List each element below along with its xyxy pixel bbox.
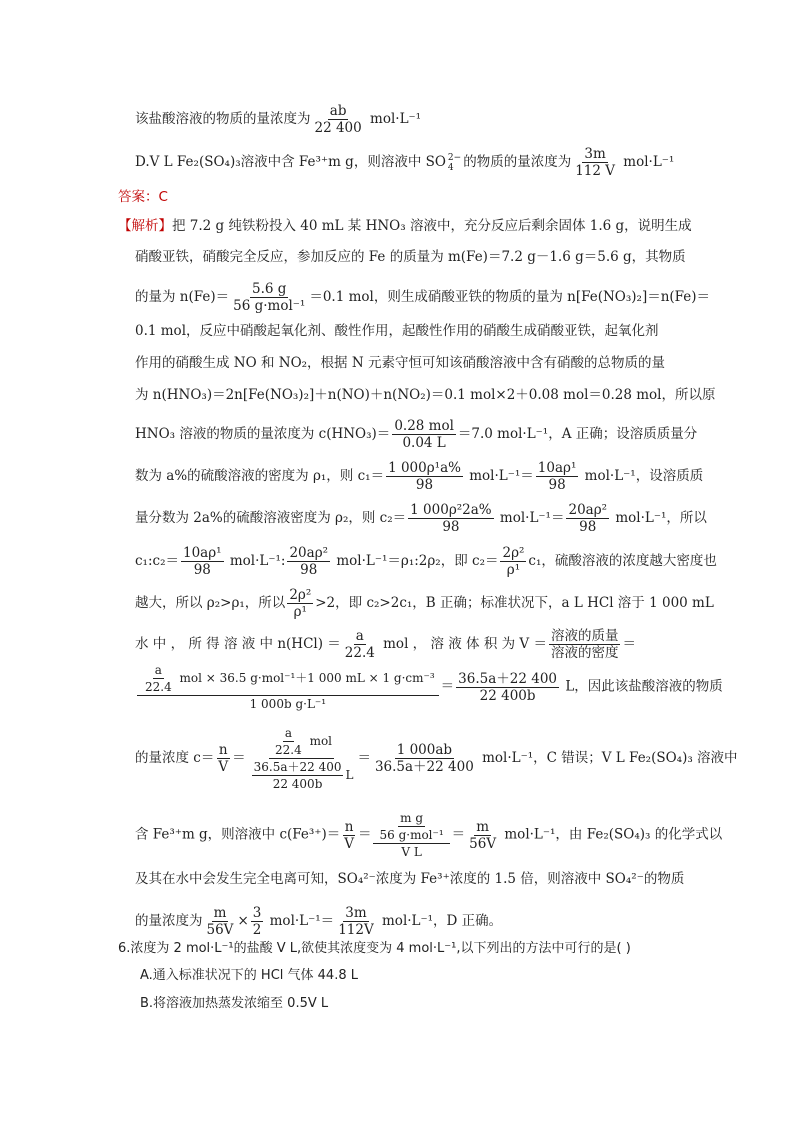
fraction: $\frac{ab}{22 400}$ [314,103,362,136]
analysis-line-4: 0.1 mol，反应中硝酸起氧化剂、酸性作用，起酸性作用的硝酸生成硝酸亚铁，起氧化剂 [135,323,659,339]
analysis-tag: 【解析】 [118,218,172,234]
analysis-line-10: c₁:c₂＝ $\frac{\text{10aρ¹}}{98}$ mol·L⁻¹: $\frac{\text{20aρ²}}{98}$ mol·L⁻¹＝ρ₁:2ρ₂，即 c₂＝ $\frac{\text{2ρ²}}{\text{ρ¹}}$ c₁，硫酸溶液的浓度越大密度也 [135,545,717,578]
analysis-line-5: 作用的硝酸生成 NO 和 NO₂，根据 N 元素守恒可知该硝酸溶液中含有硝酸的总物质的量 [135,355,665,371]
option-d: D.V L Fe₂(SO₄)₃溶液中含 Fe³⁺m g，则溶液中 SO 2− 4 的物质的量浓度为 $\frac{3m}{112 V}$ mol·L⁻¹ [135,146,675,179]
question-6-option-a: A.通入标准状况下的 HCl 气体 44.8 L [140,968,358,983]
analysis-line-7: HNO₃ 溶液的物质的量浓度为 c(HNO₃)＝ $\frac{\text{0.28 mol}}{0.04 L}$ ＝7.0 mol·L⁻¹，A 正确；设溶质质量分 [135,418,698,451]
question-6: 6.浓度为 2 mol·L⁻¹的盐酸 V L,欲使其浓度变为 4 mol·L⁻¹,以下列出的方法中可行的是( ) [118,941,631,956]
analysis-line-12: 水 中 ， 所 得 溶 液 中 n(HCl) ＝ $\frac{a}{22.4}$ mol ， 溶 液 体 积 为 V ＝ $\frac{\text{溶液的质量}}{\text{溶液的密度}}$ ＝ [135,628,636,661]
analysis-line-17: 的量浓度为 $\frac{m}{56V}$ × $\frac{3}{2}$ mol·L⁻¹＝ $\frac{3m}{112V}$ mol·L⁻¹，D 正确。 [135,905,503,938]
analysis-line-2: 硝酸亚铁，硝酸完全反应，参加反应的 Fe 的质量为 m(Fe)＝7.2 g－1.6 g＝5.6 g，其物质 [135,249,686,265]
analysis-line-9: 量分数为 2a%的硫酸溶液密度为 ρ₂，则 c₂＝ $\frac{\text{1 000ρ²2a\%}}{98}$ mol·L⁻¹＝ $\frac{\text{20aρ²}}{98}$ mol·L⁻¹，所以 [135,502,707,535]
answer-line: 答案：C [118,189,168,205]
analysis-line-14: 的量浓度 c＝ $\frac{n}{V}$ ＝ $\frac{a}{22.4}$ mol $\frac{36.5a+22 400}{22 400b}$ L ＝ $\frac{1 000ab}{36.5a+22 400}$ mol·L⁻¹，C 错误；V L Fe₂(SO₄)₃ 溶液中 [135,726,738,791]
question-6-option-b: B.将溶液加热蒸发浓缩至 0.5V L [140,996,329,1011]
analysis-line-15: 含 Fe³⁺m g，则溶液中 c(Fe³⁺)＝ $\frac{n}{V}$ ＝ $\frac{\frac{\text{m g}}{\text{56 g·mol⁻¹}}}{\text{V L}}$ ＝ $\frac{m}{56V}$ mol·L⁻¹，由 Fe₂(SO₄)₃ 的化学式以 [135,811,723,859]
analysis-line-3: 的量为 n(Fe)＝ $\frac{5.6 g}{\text{56 g·mol⁻¹}}$ ＝0.1 mol，则生成硝酸亚铁的物质的量为 n[Fe(NO₃)₂]＝n(Fe)＝ [135,281,711,314]
big-fraction: $\frac{a}{22.4}$ mol × 36.5 g·mol⁻¹＋1 000 mL × 1 g·cm⁻³ 1 000b g·L⁻¹ [137,662,439,712]
statement-c-tail: 该盐酸溶液的物质的量浓度为 $\frac{ab}{22 400}$ mol·L⁻¹ [135,103,422,136]
analysis-line-13: $\frac{a}{22.4}$ mol × 36.5 g·mol⁻¹＋1 000 mL × 1 g·cm⁻³ 1 000b g·L⁻¹ ＝ $\frac{36.5a+22 400}{22 400b}$ L，因此该盐酸溶液的物质 [135,662,723,712]
analysis-line-8: 数为 a%的硫酸溶液的密度为 ρ₁，则 c₁＝ $\frac{\text{1 000ρ¹a\%}}{98}$ mol·L⁻¹＝ $\frac{\text{10aρ¹}}{98}$ mol·L⁻¹，设溶质质 [135,460,704,493]
analysis-line-6: 为 n(HNO₃)＝2n[Fe(NO₃)₂]＋n(NO)＋n(NO₂)＝0.1 mol×2＋0.08 mol＝0.28 mol，所以原 [135,387,716,403]
analysis-line-16: 及其在水中会发生完全电离可知，SO₄²⁻浓度为 Fe³⁺浓度的 1.5 倍，则溶液中 SO₄²⁻的物质 [135,871,685,887]
fraction: $\frac{3m}{112 V}$ [575,146,616,179]
analysis-line-1: 【解析】把 7.2 g 纯铁粉投入 40 mL 某 HNO₃ 溶液中，充分反应后剩余固体 1.6 g，说明生成 [118,218,692,234]
analysis-line-11: 越大，所以 ρ₂>ρ₁，所以 $\frac{\text{2ρ²}}{\text{ρ¹}}$ >2，即 c₂>2c₁，B 正确；标准状况下，a L HCl 溶于 1 000 mL [135,587,714,620]
